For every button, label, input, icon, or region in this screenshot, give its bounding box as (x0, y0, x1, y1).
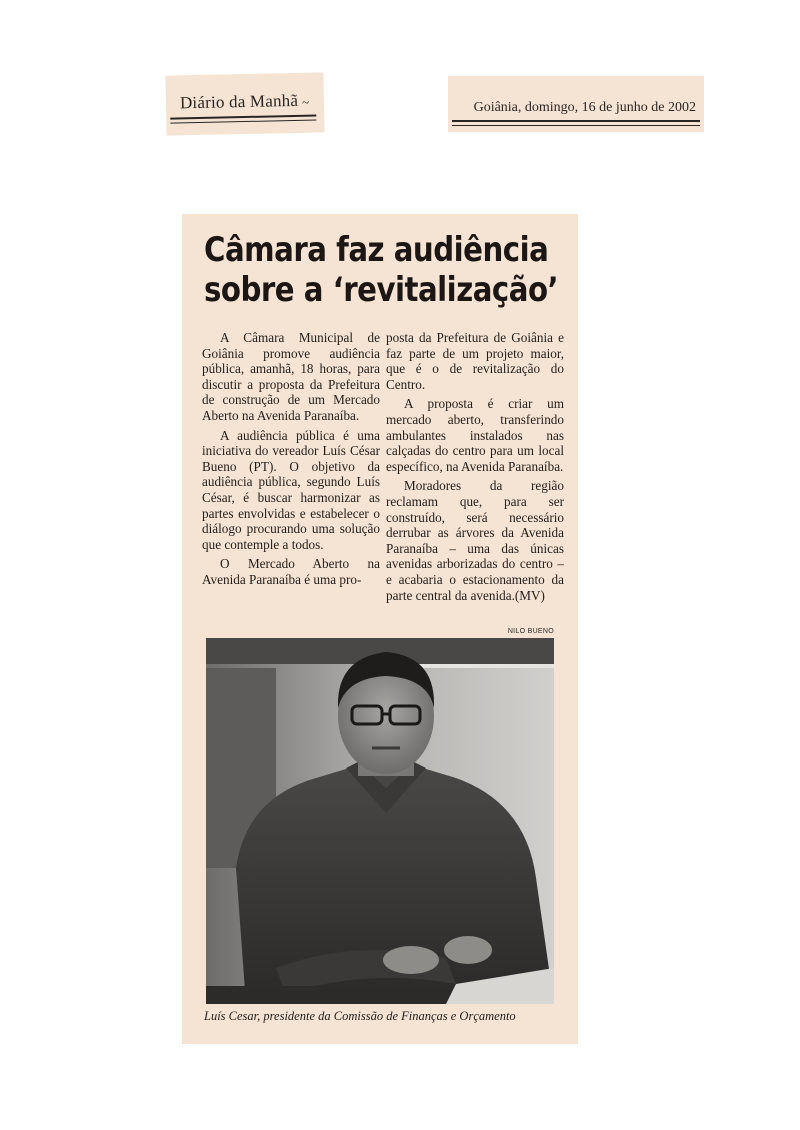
masthead-rule-thin (170, 120, 316, 124)
masthead-rule (170, 115, 316, 120)
paragraph: posta da Prefeitura de Goiânia e faz parte de um projeto maior, que é o de revitalização do Centro. (386, 330, 564, 392)
photo-credit: NILO BUENO (507, 628, 554, 635)
paragraph: Moradores da região reclamam que, para ser construído, será necessário derrubar as árvores da Avenida Paranaíba – uma das únicas avenidas arborizadas do centro – e acabaria o estacionamento da parte central da avenida.(MV) (386, 478, 564, 603)
dateline-rule-thin (452, 125, 700, 126)
headline (204, 230, 559, 310)
article-clipping (182, 214, 578, 1044)
headline-line-2: sobre a ‘revitalização’ (204, 270, 559, 310)
article-column-2 (386, 330, 564, 607)
dateline: Goiânia, domingo, 16 de junho de 2002 (473, 100, 696, 115)
masthead-clipping (165, 72, 324, 135)
dateline-clipping (448, 76, 704, 132)
paragraph: O Mercado Aberto na Avenida Paranaíba é uma pro- (202, 556, 380, 587)
photo-caption: Luís Cesar, presidente da Comissão de Finanças e Orçamento (204, 1009, 516, 1023)
dateline-rule (452, 120, 700, 122)
portrait-photo-icon (206, 638, 554, 1004)
masthead-ornament-icon: ~ (301, 94, 310, 110)
paragraph: A Câmara Municipal de Goiânia promove audiência pública, amanhã, 18 horas, para discutir a proposta da Prefeitura de construção de um Mercado Aberto na Avenida Paranaíba. (202, 330, 380, 423)
article-column-1 (202, 330, 380, 592)
headline-line-1: Câmara faz audiência (204, 230, 549, 270)
paragraph: A proposta é criar um mercado aberto, transferindo ambulantes instalados nas calçadas do centro para um local específico, na Avenida Paranaíba. (386, 396, 564, 474)
newspaper-name: Diário da Manhã (179, 90, 299, 113)
paragraph: A audiência pública é uma iniciativa do vereador Luís César Bueno (PT). O objetivo da audiência pública, segundo Luís César, é buscar harmonizar as partes envolvidas e estabelecer o diálogo procurando uma solução que contemple a todos. (202, 427, 380, 552)
